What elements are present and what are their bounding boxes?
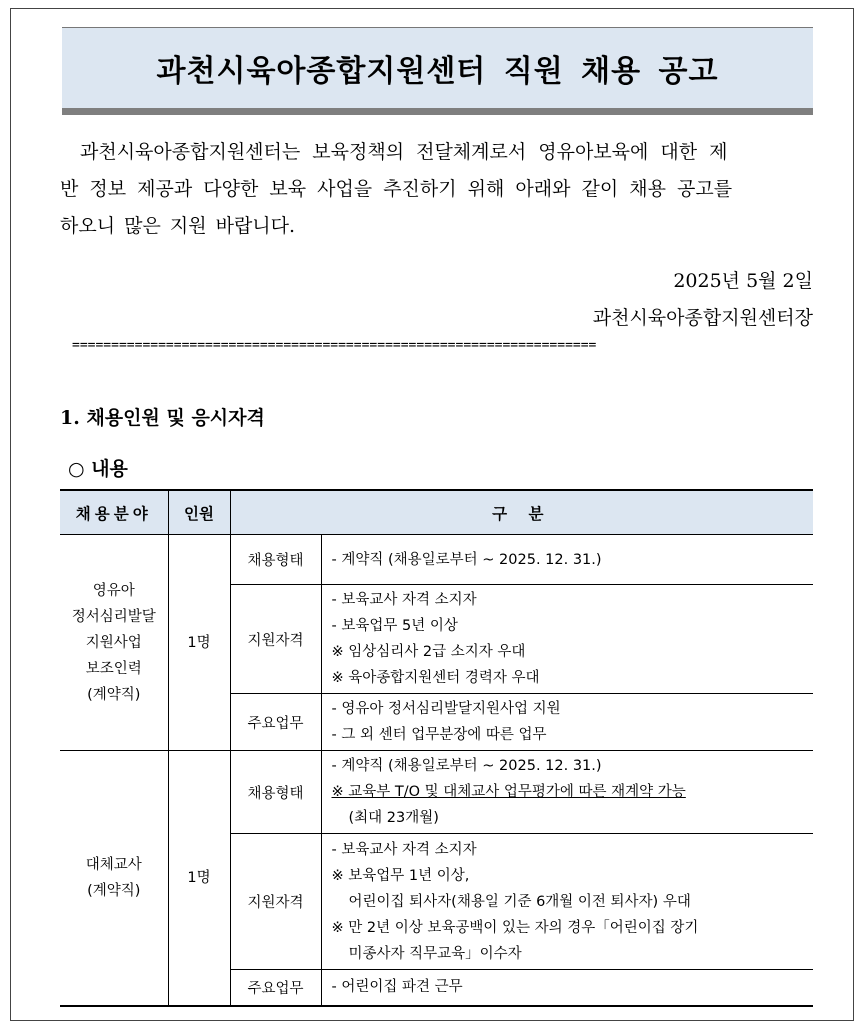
content-line: ※ 임상심리사 2급 소지자 우대 [331,644,526,660]
item-label: 지원자격 [230,585,321,694]
intro-line: 반 정보 제공과 다양한 보육 사업을 추진하기 위해 아래와 같이 채용 공고를 [60,178,733,200]
count-cell: 1명 [168,751,230,1006]
item-content [321,970,813,1006]
item-content [321,834,813,970]
recruitment-table [60,489,813,1007]
field-line: 정서심리발달 [71,608,156,625]
content-line: ※ 교육부 T/O 및 대체교사 업무평가에 따른 재계약 가능 [331,784,686,800]
content-line: 미종사자 직무교육」이수자 [348,945,522,962]
field-cell [60,535,168,751]
title-banner [62,27,813,115]
item-label: 지원자격 [230,834,321,970]
intro-line: 하오니 많은 지원 바랍니다. [60,215,296,237]
page-title: 과천시육아종합지원센터 직원 채용 공고 [156,54,719,89]
table-row [60,751,813,834]
item-label: 주요업무 [230,970,321,1006]
content-line: (최대 23개월) [348,810,439,826]
content-line: - 계약직 (채용일로부터 ~ 2025. 12. 31.) [331,758,602,774]
content-line: - 영유아 정서심리발달지원사업 지원 [331,701,561,717]
header-division: 구 분 [230,490,813,535]
announcement-date: 2025년 5월 2일 [673,270,813,292]
content-line: ※ 보육업무 1년 이상, [331,867,470,884]
item-label: 주요업무 [230,694,321,751]
intro-paragraph [60,134,812,245]
content-line: ※ 육아종합지원센터 경력자 우대 [331,670,540,686]
separator-line: =================================================================== [72,338,597,353]
content-line: 어린이집 퇴사자(채용일 기준 6개월 이전 퇴사자) 우대 [348,893,691,910]
field-line: 보조인력 [85,660,142,677]
content-line: - 그 외 센터 업무분장에 따른 업무 [331,727,547,743]
content-line: - 계약직 (채용일로부터 ~ 2025. 12. 31.) [331,551,602,568]
field-line: 대체교사 [85,856,142,873]
field-cell [60,751,168,1006]
table-row [60,535,813,585]
intro-line: 과천시육아종합지원센터는 보육정책의 전달체계로서 영유아보육에 대한 제 [80,141,728,163]
item-label: 채용형태 [230,535,321,585]
item-content [321,751,813,834]
field-line: (계약직) [87,882,141,899]
field-line: (계약직) [87,686,141,703]
header-field: 채용분야 [60,490,168,535]
item-content [321,585,813,694]
item-content [321,694,813,751]
field-line: 지원사업 [85,634,142,651]
item-label: 채용형태 [230,751,321,834]
signer: 과천시육아종합지원센터장 [592,307,813,329]
content-line: - 보육교사 자격 소지자 [331,841,477,858]
content-line: ※ 만 2년 이상 보육공백이 있는 자의 경우「어린이집 장기 [331,919,699,936]
content-line: - 보육교사 자격 소지자 [331,592,477,608]
item-content [321,535,813,585]
subsection-heading: ○ 내용 [68,458,128,480]
header-count: 인원 [168,490,230,535]
content-line: - 보육업무 5년 이상 [331,618,458,634]
count-cell: 1명 [168,535,230,751]
table-header-row [60,490,813,535]
field-line: 영유아 [92,582,135,599]
section-heading: 1. 채용인원 및 응시자격 [60,407,265,429]
content-line: - 어린이집 파견 근무 [331,979,463,996]
